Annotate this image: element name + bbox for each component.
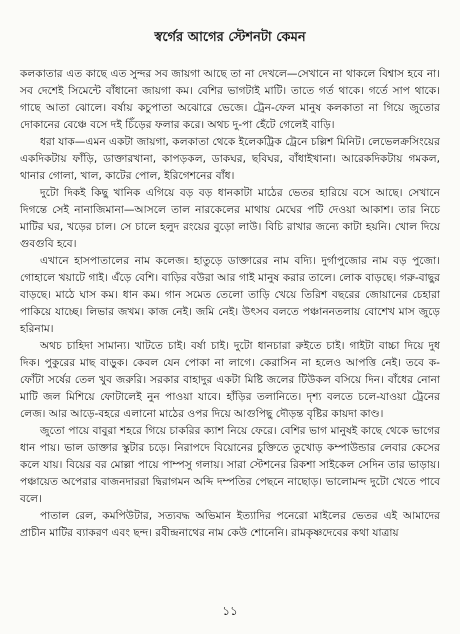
paragraph-1: কলকাতার এত কাছে এত সুন্দর সব জায়গা আছে তা না দেখলে—সেখানে না থাকলে বিশ্বাস হবে না। সব দেশেই সিমেন্টে বাঁধানো জায়গা কম। বেশির ভাগটাই মাটি। তাতে গর্ত থাকে। গর্তে সাপ থাকে। গাছে আতা ঝোলে। বর্ষায় কচুপাতা অঝোরে ভেজে। ট্রেন-ফেল মানুষ কলকাতা না গিয়ে জুতোর দোকানের বেঞ্চে বসে দই চিঁড়ের ফলার করে। অথচ দু-পা হেঁটে গেলেই বাড়ি। (20, 68, 440, 131)
chapter-title: স্বর্গের আগের স্টেশনটা কেমন (154, 30, 306, 45)
paragraph-4: এখানে হাসপাতালের নাম কলেজ। হাতুড়ে ডাক্তারের নাম বদ্যি। দুর্গাপুজোর নাম বড় পুজো। গোহালে খয়াটে গাই। এঁড়ে বেশি। বাড়ির বউরা আর গাই মানুষ করার তালে। লোক বাড়ছে। গরু-বাছুর বাড়ছে। মাঠে ঘাস কম। ধান কম। গান সমেত তেলো তাড়ি খেয়ে তিরিশ বছরের জোয়ানের চেহারা পাকিয়ে যাচ্ছে। লিভার জখম। কাজ নেই। জমি নেই। উৎসব বলতে পঞ্চাননতলায় বোশেখ মাস জুড়ে হরিনাম। (20, 255, 440, 335)
paragraph-6: জুতো পায়ে বাবুরা শহরে গিয়ে চাকরির ক্যাশ নিয়ে ফেরে। বেশির ভাগ মানুষই কাছে থেকে ভাগের ধান পায়। ভাল ডাক্তার স্কুটার চড়ে। নিরাপদে বিয়োনের চুক্তিতে তুখোড় কম্পাউন্ডার লেবার কেসের কলে যায়। বিয়ের বর মোল্লা পায়ে পাম্পসু গলায়। সারা স্টেশনের রিকশা সাইকেল সেদিন তার ভাড়ায়। পঞ্চায়েত অপেরার বাজনদাররা দ্বিরাগমন অব্দি দম্পতির পেছনে নাছোড়। ভালোমন্দ দুটো খেতে পাবে বলে। (20, 425, 440, 505)
paragraph-7: পাতাল রেল, কমপিউটার, সত্যবদ্ধ অভিমান ইত্যাদির পনেরো মাইলের ভেতর এই আমাদের প্রাচীন মাটির ব্যাকরণ এবং ছন্দ। রবীন্দ্রনাথের নাম কেউ শোনেনি। রামকৃষ্ণদেবের কথা যাত্রায় (20, 510, 440, 539)
page-number: ১১ (222, 604, 238, 618)
paragraph-3: দুটো দিকই কিছু খানিক এগিয়ে বড় বড় ধানকাটা মাঠের ভেতর হারিয়ে বসে আছে। সেখানে দিগন্তে সেই নানাজিমানা—আসলে তাল নারকেলের মাথায় মেঘের পটি দেওয়া আকাশ। তার নিচে মাটির ঘর, খড়ের চাল। সে চালে হলুদ রংয়ের বুড়ো লাউ। বিচি রাখার জন্যে কাটা হয়নি। খোল দিয়ে গুবগুবি হবে। (20, 187, 440, 250)
paragraph-2: ধরা যাক—এমন একটা জায়গা, কলকাতা থেকে ইলেকট্রিক ট্রেনে চল্লিশ মিনিট। লেভেলক্রসিংয়ের একদিকটায় ফাঁড়ি, ডাক্তারখানা, কাপড়কল, ডাকঘর, ছবিঘর, বাঁধাইখানা। আরেকদিকটায় গমকল, থানার গোলা, খাল, কাটের পোল, ইরিগেশনের বাঁধ। (20, 136, 440, 182)
paragraph-5: অথচ চাহিদা সামান্য। খাটতে চাই। বর্ষা চাই। দুটো ধানচারা রুইতে চাই। গাইটা বাচ্চা দিয়ে দুধ দিক। পুকুরের মাছ বাড়ুক। কেবল যেন পোকা না লাগে। কেরাসিন না হলেও আপত্তি নেই। তবে ক-ফোঁটা সর্ষের তেল খুব জরুরি। সরকার বাহাদুর একটা মিষ্টি জলের টিউকল বসিয়ে দিন। বাঁধের নোনা মাটি জল মিশিয়ে ফোটালেই নুন পাওয়া যাবে। হাঁড়ির তলানিতে। দৃশ্য বলতে চলে-যাওয়া ট্রেনের লেজ। আর আড়ে-বহরে এলানো মাঠের ওপর দিয়ে আগুপিছু দৌড়ন্ত বৃষ্টির কায়দা কাণ্ড। (20, 340, 440, 420)
body-text (20, 66, 440, 542)
